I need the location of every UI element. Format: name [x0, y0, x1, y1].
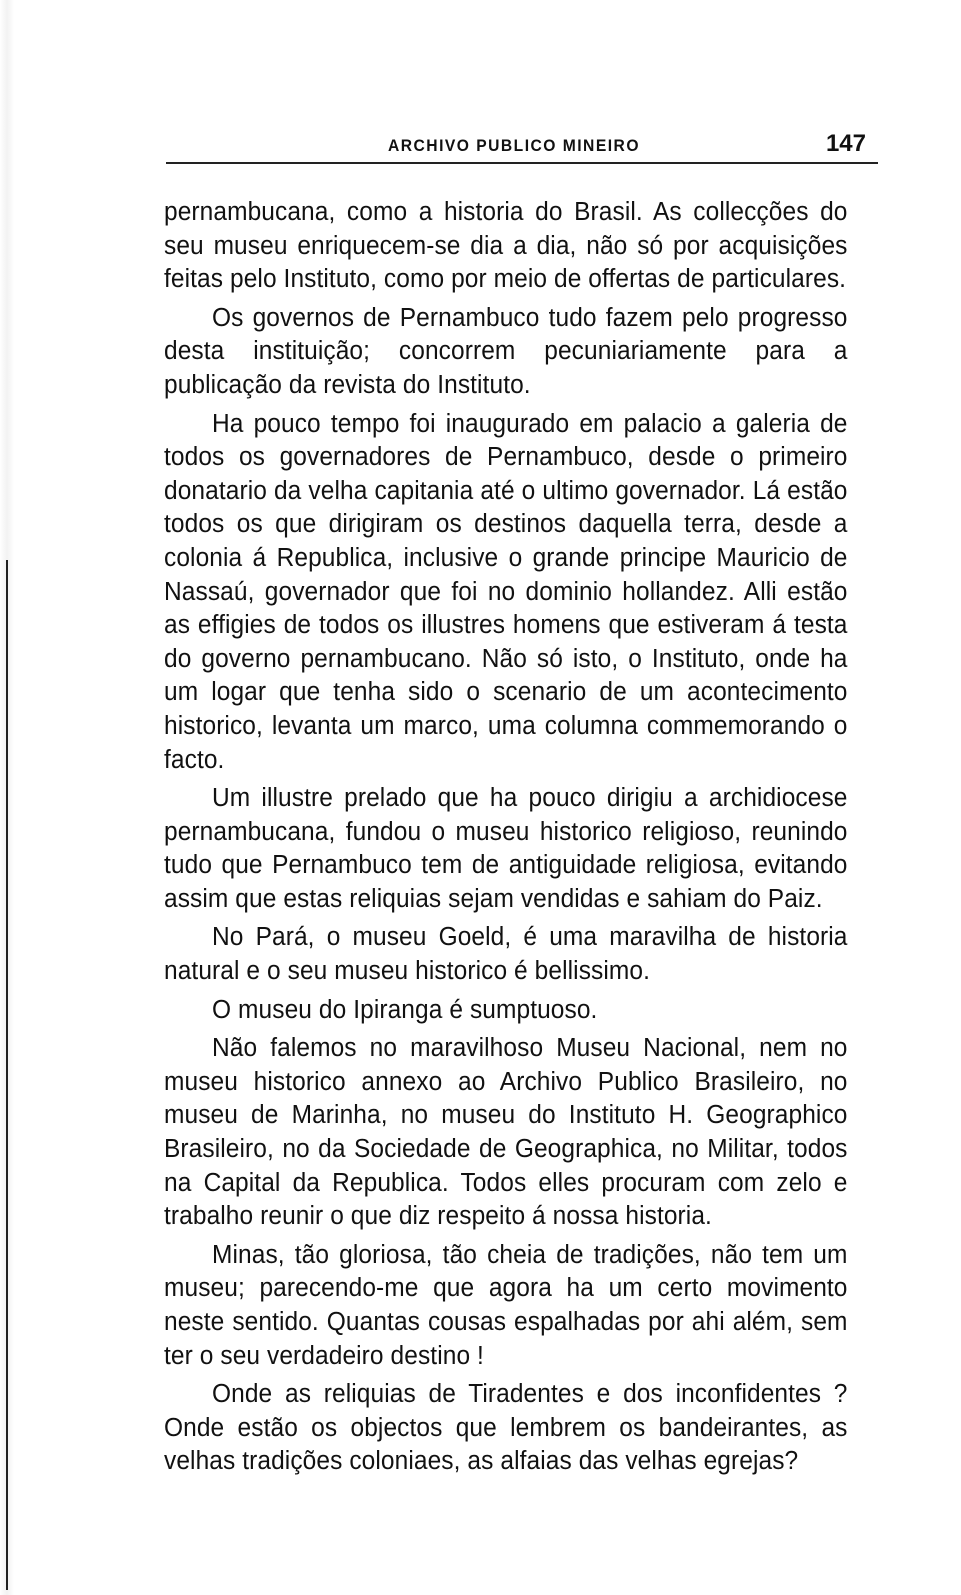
binding-edge-line: [6, 560, 8, 1590]
paragraph: Os governos de Pernambuco tudo fazem pelo progresso desta instituição; concorrem pecuniariamente para a publicação da revista do Instituto.: [164, 303, 848, 399]
paragraph: Onde as reliquias de Tiradentes e dos inconfidentes ? Onde estão os objectos que lembrem os bandeirantes, as velhas tradições coloniaes, as alfaias das velhas egrejas?: [164, 1380, 848, 1476]
page-number: 147: [825, 130, 866, 157]
paragraph: No Pará, o museu Goeld, é uma maravilha de historia natural e o seu museu historico é bellissimo.: [164, 923, 848, 986]
paragraph: Um illustre prelado que ha pouco dirigiu a archidiocese pernambucana, fundou o museu historico religioso, reunindo tudo que Pernambuco tem de antiguidade religiosa, evitando assim que estas reliquias sejam vendidas e sahiam do Paiz.: [164, 784, 848, 913]
paragraph: Minas, tão gloriosa, tão cheia de tradições, não tem um museu; parecendo-me que agora ha um certo movimento neste sentido. Quantas cousas espalhadas por ahi além, sem ter o seu verdadeiro destino !: [164, 1240, 848, 1370]
paragraph: O museu do Ipiranga é sumptuoso.: [212, 995, 598, 1024]
body-text: [164, 196, 848, 1484]
paragraph: pernambucana, como a historia do Brasil. As collecções do seu museu enriquecem-se dia a dia, não só por acquisições feitas pelo Instituto, como por meio de offertas de particulares.: [164, 198, 848, 294]
header-rule: [166, 162, 878, 164]
paragraph: Ha pouco tempo foi inaugurado em palacio a galeria de todos os governadores de Pernambuco, desde o primeiro donatario da velha capitania até o ultimo governador. Lá estão todos os que dirigiram os destinos daquella terra, desde a colonia á Republica, inclusive o grande principe Mauricio de Nassaú, governador que foi no dominio hollandez. Alli estão as effigies de todos os illustres homens que estiveram á testa do governo pernambucano. Não só isto, o Instituto, onde ha um logar que tenha sido o scenario de um acontecimento historico, levanta um marco, uma columna commemorando o facto.: [164, 409, 848, 774]
page-header: [166, 128, 878, 162]
paragraph: Não falemos no maravilhoso Museu Nacional, nem no museu historico annexo ao Archivo Publico Brasileiro, no museu de Marinha, no museu do Instituto H. Geographico Brasileiro, no da Sociedade de Geographica, no Militar, todos na Capital da Republica. Todos elles procuram com zelo e trabalho reunir o que diz respeito á nossa historia.: [164, 1034, 848, 1231]
running-title: ARCHIVO PUBLICO MINEIRO: [388, 136, 640, 155]
